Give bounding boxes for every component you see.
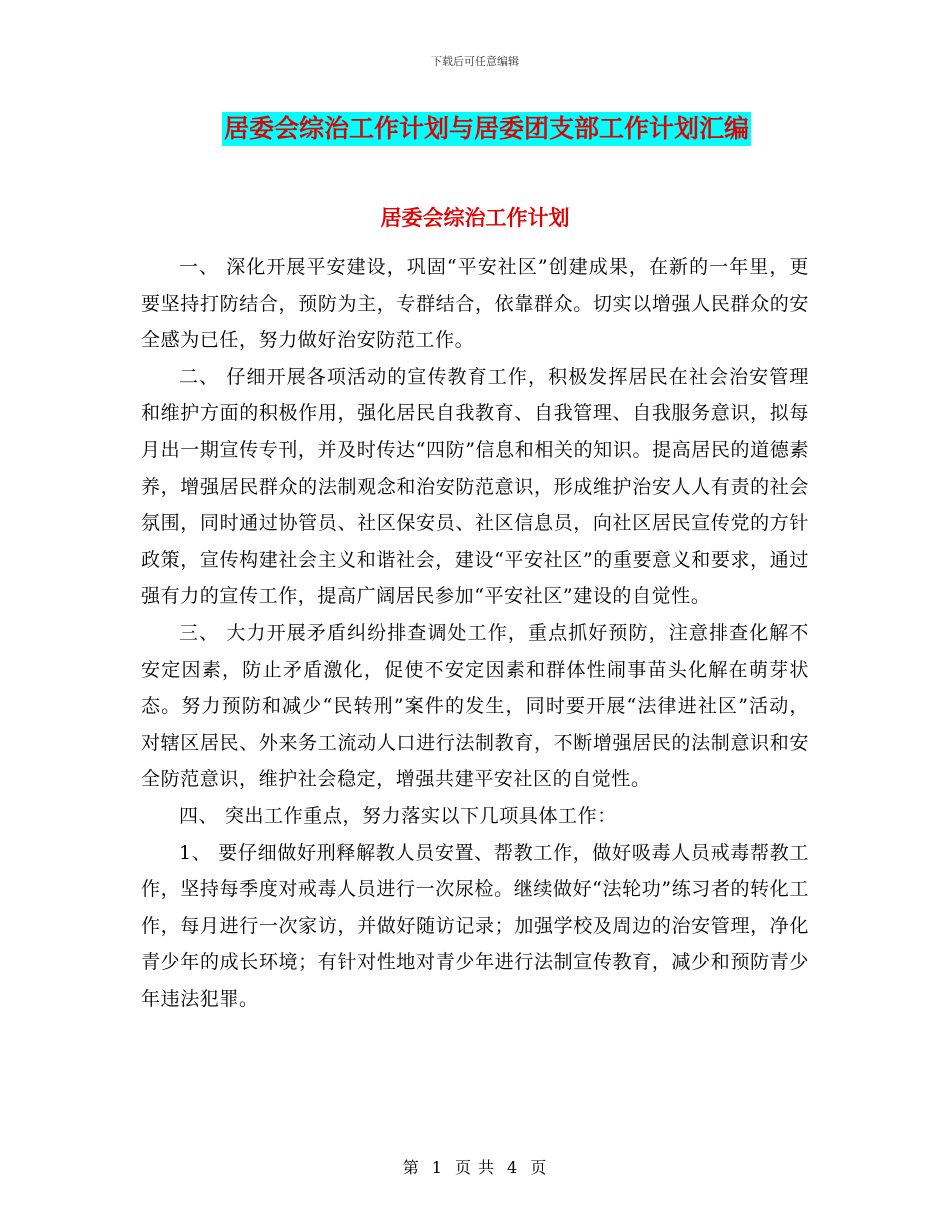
footer-mid: 页 共 xyxy=(454,1158,496,1177)
total-pages: 4 xyxy=(507,1158,519,1177)
page-footer xyxy=(0,1155,950,1178)
section-title: 居委会综治工作计划 xyxy=(380,206,570,230)
header-note: 下载后可任意编辑 xyxy=(431,55,519,68)
footer-suffix: 页 xyxy=(530,1158,548,1177)
paragraph: 二、 仔细开展各项活动的宣传教育工作，积极发挥居民在社会治安管理和维护方面的积极作用，强化居民自我教育、自我管理、自我服务意识，拟每月出一期宣传专刊，并及时传达“四防”信息和相关的知识。提高居民的道德素养，增强居民群众的法制观念和治安防范意识，形成维护治安人人有责的社会氛围，同时通过协管员、社区保安员、社区信息员，向社区居民宣传党的方针政策，宣传构建社会主义和谐社会，建设“平安社区”的重要意义和要求，通过强有力的宣传工作，提高广阔居民参加“平安社区”建设的自觉性。 xyxy=(141,365,809,608)
paragraph: 1、 要仔细做好刑释解教人员安置、帮教工作，做好吸毒人员戒毒帮教工作，坚持每季度对戒毒人员进行一次尿检。继续做好“法轮功”练习者的转化工作，每月进行一次家访，并做好随访记录；加强学校及周边的治安管理，净化青少年的成长环境；有针对性地对青少年进行法制宣传教育，减少和预防青少年违法犯罪。 xyxy=(141,841,809,1010)
paragraph: 四、 突出工作重点，努力落实以下几项具体工作： xyxy=(179,804,617,827)
paragraph: 三、 大力开展矛盾纠纷排查调处工作，重点抓好预防，注意排查化解不安定因素，防止矛盾激化，促使不安定因素和群体性闹事苗头化解在萌芽状态。努力预防和减少“民转刑”案件的发生，同时要开展“法律进社区”活动，对辖区居民、外来务工流动人口进行法制教育，不断增强居民的法制意识和安全防范意识，维护社会稳定，增强共建平安社区的自觉性。 xyxy=(141,621,809,791)
paragraph: 一、 深化开展平安建设，巩固“平安社区”创建成果，在新的一年里，更要坚持打防结合，预防为主，专群结合，依靠群众。切实以增强人民群众的安全感为已任，努力做好治安防范工作。 xyxy=(141,256,809,352)
footer-prefix: 第 xyxy=(402,1158,420,1177)
page-number: 1 xyxy=(431,1158,443,1177)
body-text xyxy=(141,249,809,1017)
main-title: 居委会综治工作计划与居委团支部工作计划汇编 xyxy=(222,112,751,146)
